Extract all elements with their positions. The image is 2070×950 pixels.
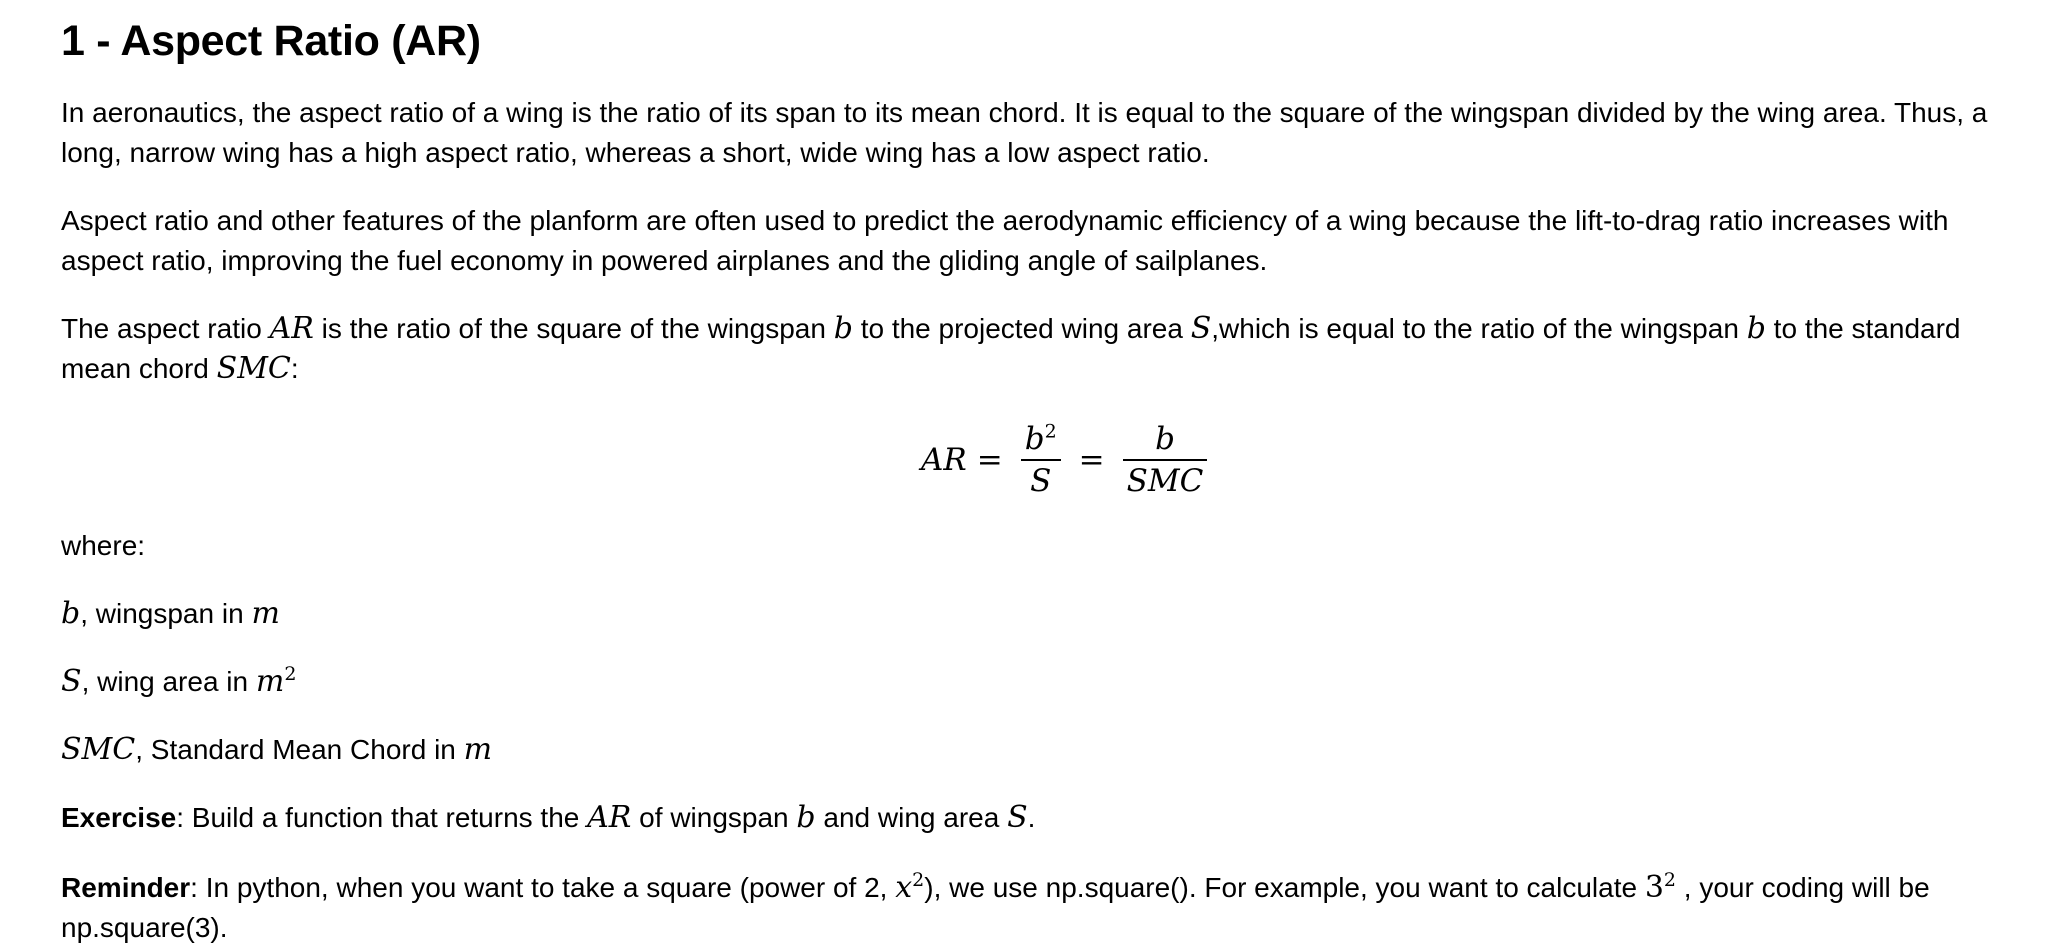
fraction-numerator: b	[1155, 421, 1175, 457]
def-text: , Standard Mean Chord in	[135, 734, 464, 765]
math-smc: SMC	[216, 351, 291, 386]
fraction-b-over-smc	[1123, 419, 1208, 501]
definition-b	[61, 594, 2036, 634]
fraction-b-squared-over-s	[1021, 419, 1061, 501]
def-unit	[256, 664, 297, 699]
math-base: x	[895, 870, 913, 905]
math-ar: AR	[587, 800, 632, 835]
paragraph-definition: In aeronautics, the aspect ratio of a wing is the ratio of its span to its mean chord. It is equal to the square of the wingspan divided by the wing area. Thus, a long, narrow wing has a high aspect ratio, whereas a short, wide wing has a low aspect ratio.	[61, 97, 1988, 168]
reminder-paragraph	[61, 868, 2036, 948]
exercise-label: Exercise	[61, 802, 177, 833]
fraction-denominator: SMC	[1126, 463, 1204, 499]
unit-exponent: 2	[284, 663, 297, 685]
text-segment: : In python, when you want to take a square (power of 2,	[190, 872, 896, 903]
def-unit: m	[463, 732, 493, 767]
text-segment: and wing area	[815, 802, 1008, 833]
text-segment: , your coding will be np.square(3).	[61, 872, 1930, 943]
def-text: , wing area in	[81, 666, 256, 697]
num-base: b	[1024, 421, 1045, 457]
exercise-paragraph	[61, 798, 2036, 838]
paragraph-formula-intro	[61, 309, 2036, 389]
fraction-numerator	[1021, 419, 1061, 459]
paragraph-efficiency: Aspect ratio and other features of the planform are often used to predict the aerodynamic efficiency of a wing because the lift-to-drag ratio increases with aspect ratio, improving the fuel economy in powered airplanes and the gliding angle of sailplanes.	[61, 205, 1949, 276]
math-base: 3	[1644, 870, 1664, 905]
definition-s	[61, 662, 2036, 702]
math-three-squared	[1645, 870, 1676, 905]
text-segment: to the standard mean chord	[61, 313, 1961, 384]
math-exponent: 2	[1663, 869, 1677, 891]
text-segment: .	[1027, 802, 1036, 833]
num-exponent: 2	[1044, 420, 1057, 443]
math-ar: AR	[269, 311, 314, 346]
formula-equals: =	[976, 442, 1003, 478]
text-segment: of wingspan	[631, 802, 797, 833]
def-symbol: S	[61, 664, 82, 699]
definition-smc	[61, 730, 2036, 770]
aspect-ratio-formula	[61, 410, 2036, 510]
text-segment: ,which is equal to the ratio of the wingspan	[1211, 313, 1747, 344]
math-exponent: 2	[912, 869, 925, 891]
text-segment: : Build a function that returns the	[176, 802, 588, 833]
math-s: S	[1007, 800, 1028, 835]
def-unit: m	[251, 596, 280, 631]
def-symbol: b	[61, 596, 81, 631]
math-s: S	[1190, 311, 1212, 346]
unit-base: m	[255, 664, 285, 699]
def-text: , wingspan in	[80, 598, 252, 629]
math-x-squared	[895, 870, 924, 905]
where-label: where:	[61, 530, 146, 561]
formula-lhs: AR	[921, 442, 967, 478]
formula-equals: =	[1078, 442, 1105, 478]
math-b: b	[1746, 311, 1766, 346]
text-segment: to the projected wing area	[852, 313, 1191, 344]
fraction-denominator: S	[1030, 463, 1052, 499]
math-b: b	[796, 800, 816, 835]
text-segment: The aspect ratio	[61, 313, 270, 344]
math-b: b	[833, 311, 853, 346]
text-segment: is the ratio of the square of the wingspan	[313, 313, 834, 344]
reminder-label: Reminder	[61, 872, 191, 903]
formula-row	[921, 410, 1215, 510]
section-heading: 1 - Aspect Ratio (AR)	[61, 17, 481, 65]
text-segment: :	[290, 353, 299, 384]
def-symbol: SMC	[61, 732, 136, 767]
text-segment: ), we use np.square(). For example, you want to calculate	[924, 872, 1645, 903]
